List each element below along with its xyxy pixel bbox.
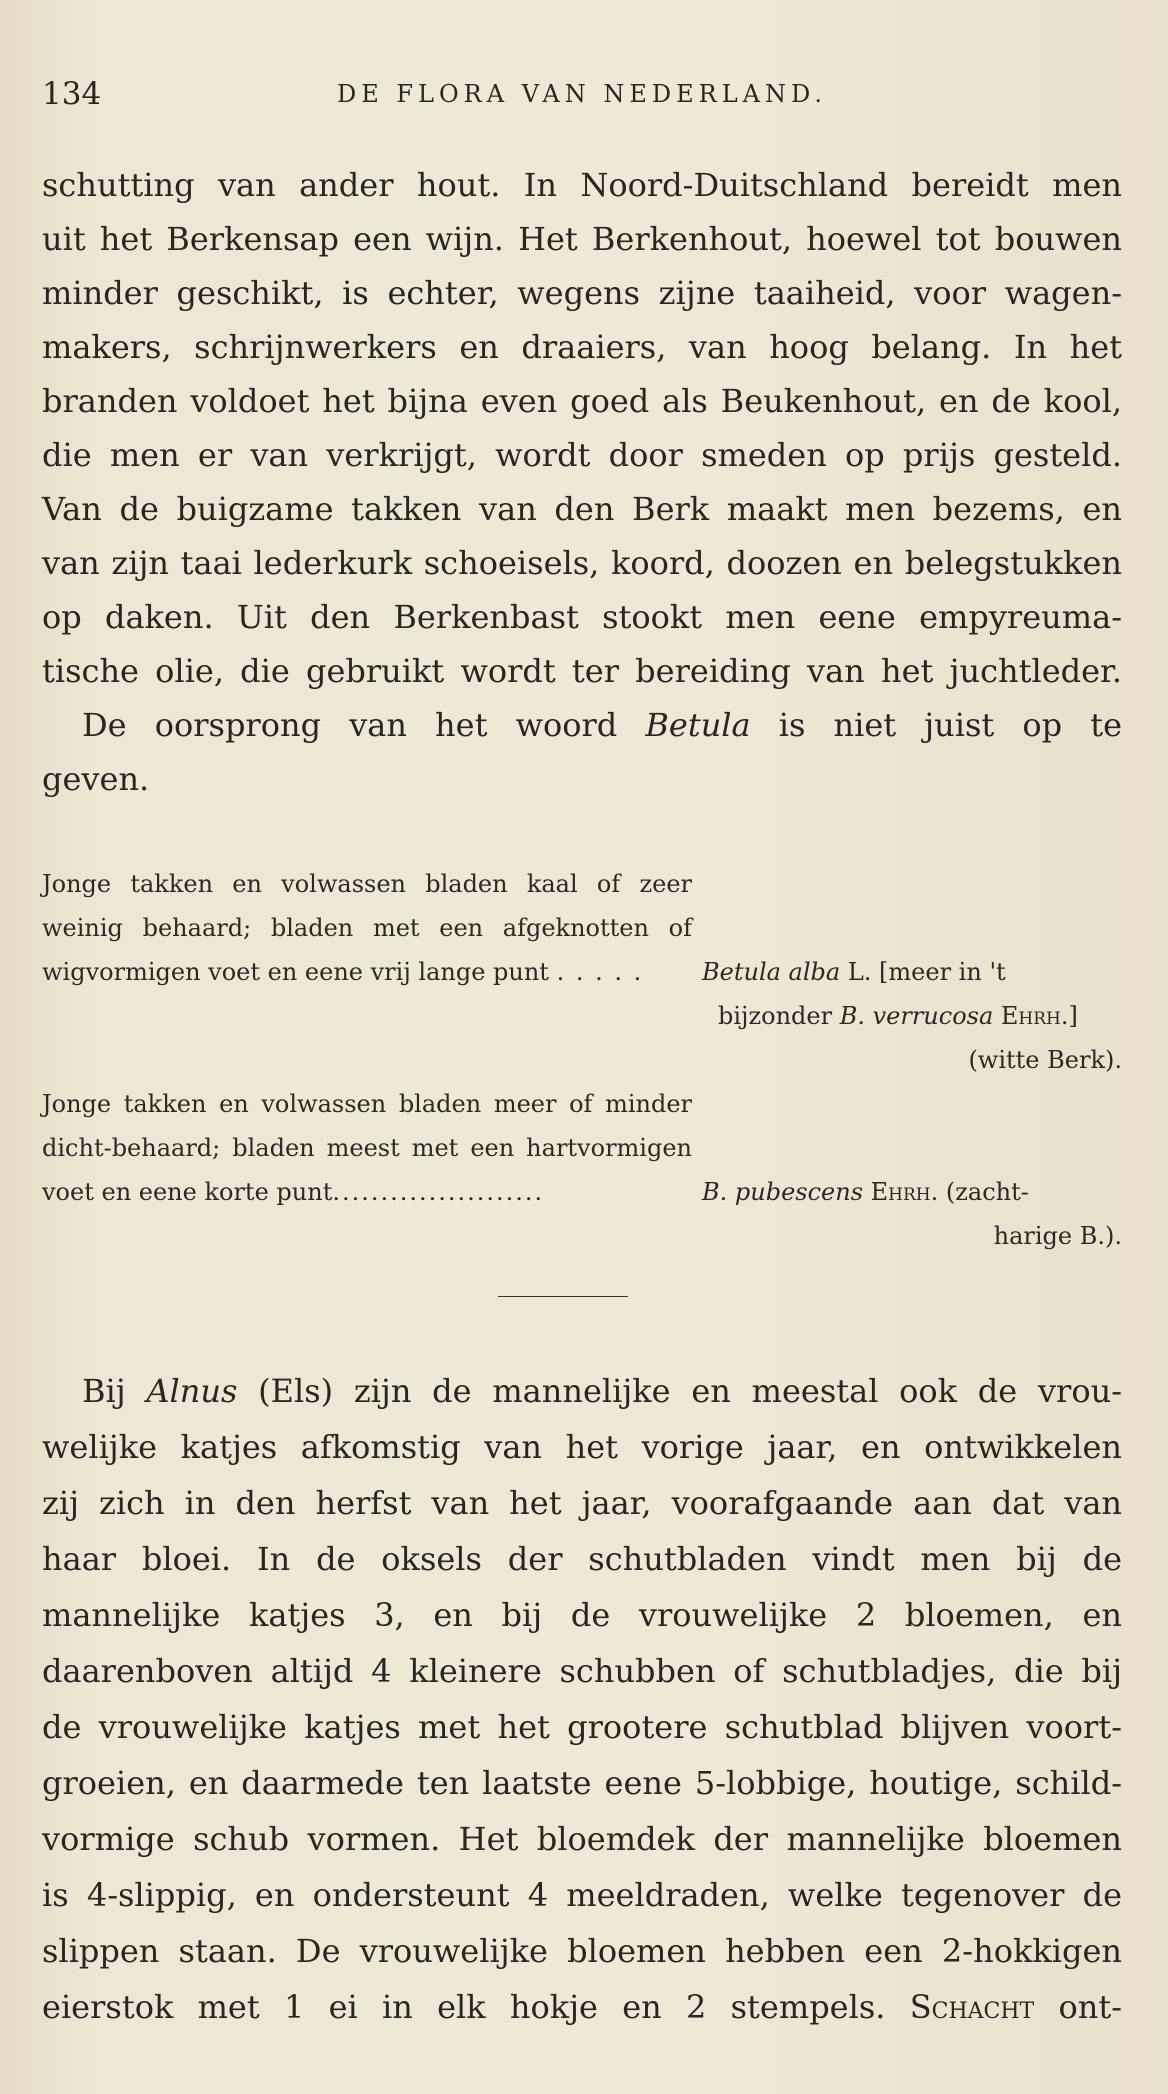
section-divider [498, 1296, 628, 1297]
text-line [42, 1979, 1122, 2035]
key-a-text-run: wigvormigen voet en eene vrij lange punt [42, 958, 549, 986]
text-line: Van de buigzame takken van den Berk maakt men bezems, en [42, 490, 1122, 528]
species-name-pubescens: B. pubescens [702, 1178, 864, 1206]
text-line: slippen staan. De vrouwelijke bloemen hebben een 2-hokkigen [42, 1932, 1122, 1970]
text-line: schutting van ander hout. In Noord-Duitschland bereidt men [42, 166, 1122, 204]
text-line: mannelijke katjes 3, en bij de vrouwelijke 2 bloemen, en [42, 1596, 1122, 1634]
key-a-result [692, 950, 1006, 994]
text-line: is 4-slippig, en ondersteunt 4 meeldraden, welke tegenover de [42, 1876, 1122, 1914]
leader-dots: ...................... [332, 1178, 545, 1206]
note-text: (zacht- [938, 1178, 1029, 1206]
text-line: geven. [42, 760, 150, 798]
key-line [42, 950, 1132, 994]
text-run: De oorsprong van het woord [82, 706, 646, 744]
key-b-text: Jonge takken en volwassen bladen meer of minder [42, 1090, 692, 1118]
text-line: op daken. Uit den Berkenbast stookt men eene empyreuma- [42, 598, 1122, 636]
species-name-verrucosa: B. verrucosa [839, 1002, 994, 1030]
author-abbrev: Ehrh. [863, 1178, 939, 1206]
key-a-text [42, 950, 692, 994]
leader-dots: . . . . . [556, 958, 644, 986]
key-line [42, 862, 1132, 906]
text-run: is niet juist op te [750, 706, 1123, 744]
key-line [42, 1082, 1132, 1126]
identification-key [42, 862, 1132, 1258]
text-line: van zijn taai lederkurk schoeisels, koord, doozen en belegstukken [42, 544, 1122, 582]
text-run: ont- [1034, 1988, 1123, 2026]
key-b-result [692, 1170, 1029, 1214]
key-line [42, 1170, 1132, 1214]
text-line: minder geschikt, is echter, wegens zijne taaiheid, voor wagen- [42, 274, 1122, 312]
text-line: haar bloei. In de oksels der schutbladen vindt men bij de [42, 1540, 1122, 1578]
page-number: 134 [42, 76, 102, 112]
text-line: branden voldoet het bijna even goed als Beukenhout, en de kool, [42, 382, 1122, 420]
species-name-betula-alba: Betula alba [702, 958, 841, 986]
text-line [42, 1363, 1122, 1419]
author-abbrev: Ehrh.] [993, 1002, 1078, 1030]
key-a-note [42, 994, 1132, 1038]
key-b-text: dicht-behaard; bladen meest met een hartvormigen [42, 1134, 692, 1162]
text-line: groeien, en daarmede ten laatste eene 5-lobbige, houtige, schild- [42, 1764, 1122, 1802]
text-run: (Els) zijn de mannelijke en meestal ook de vrou- [237, 1372, 1123, 1410]
text-run: Bij [82, 1372, 147, 1410]
key-line [42, 906, 1132, 950]
note-text: [meer in 't [871, 958, 1006, 986]
paragraph-betula-origin [42, 698, 1122, 752]
text-line: welijke katjes afkomstig van het vorige jaar, en ontwikkelen [42, 1428, 1122, 1466]
text-line: uit het Berkensap een wijn. Het Berkenhout, hoewel tot bouwen [42, 220, 1122, 258]
text-line: de vrouwelijke katjes met het grootere schutblad blijven voort- [42, 1708, 1122, 1746]
text-line: die men er van verkrijgt, wordt door smeden op prijs gesteld. [42, 436, 1122, 474]
genus-name-betula: Betula [645, 706, 751, 744]
text-line: makers, schrijnwerkers en draaiers, van hoog belang. In het [42, 328, 1122, 366]
text-line: vormige schub vormen. Het bloemdek der mannelijke bloemen [42, 1820, 1122, 1858]
key-a-text: Jonge takken en volwassen bladen kaal of zeer [42, 870, 692, 898]
genus-name-alnus: Alnus [146, 1372, 238, 1410]
common-name-zachtharige-berk: harige B.). [993, 1222, 1122, 1250]
running-head [42, 68, 1122, 118]
text-line: tische olie, die gebruikt wordt ter bereiding van het juchtleder. [42, 652, 1122, 690]
author-abbrev: L. [840, 958, 872, 986]
text-line: zij zich in den herfst van het jaar, voorafgaande aan dat van [42, 1484, 1122, 1522]
running-title: DE FLORA VAN NEDERLAND. [337, 80, 827, 108]
common-name-witte-berk: (witte Berk). [968, 1046, 1122, 1074]
key-a-text: weinig behaard; bladen met een afgeknotten of [42, 914, 692, 942]
key-b-text [42, 1170, 692, 1214]
paragraph-alnus [42, 1363, 1122, 2035]
author-name-schacht: Schacht [909, 1988, 1035, 2026]
key-b-text-run: voet en eene korte punt [42, 1178, 333, 1206]
key-line [42, 1126, 1132, 1170]
paragraph-birch-uses [42, 158, 1122, 806]
text-line: daarenboven altijd 4 kleinere schubben of schutbladjes, die bij [42, 1652, 1122, 1690]
text-run: eierstok met 1 ei in elk hokje en 2 stempels. [42, 1988, 910, 2026]
note-text: bijzonder [718, 1002, 840, 1030]
